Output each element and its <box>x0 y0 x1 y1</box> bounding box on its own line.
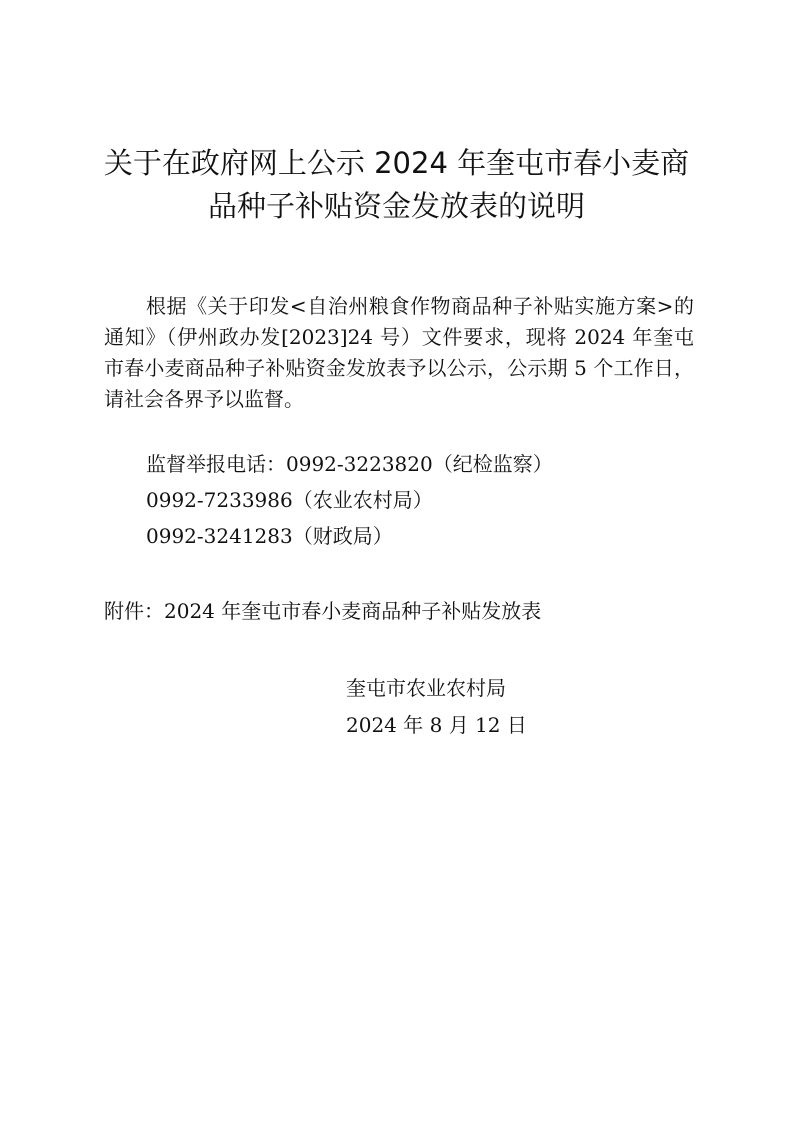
contact-line-finance: 0992-3241283（财政局） <box>146 524 393 548</box>
contact-line-agriculture: 0992-7233986（农业农村局） <box>146 488 433 512</box>
document-title <box>80 142 713 228</box>
body-paragraph: 根据《关于印发<自治州粮食作物商品种子补贴实施方案>的通知》（伊州政办发[2023]24 号）文件要求，现将 2024 年奎屯市春小麦商品种子补贴资金发放表予以公示，公示期 5 个工作日，请社会各界予以监督。 <box>104 294 694 411</box>
issue-date: 2024 年 8 月 12 日 <box>346 713 527 737</box>
issuer-signature: 奎屯市农业农村局 <box>346 676 506 700</box>
contact-line-discipline: 监督举报电话：0992-3223820（纪检监察） <box>146 452 553 476</box>
attachment-note: 附件：2024 年奎屯市春小麦商品种子补贴发放表 <box>104 599 542 623</box>
title-line-2: 品种子补贴资金发放表的说明 <box>207 189 585 223</box>
title-line-1: 关于在政府网上公示 2024 年奎屯市春小麦商 <box>103 146 690 180</box>
